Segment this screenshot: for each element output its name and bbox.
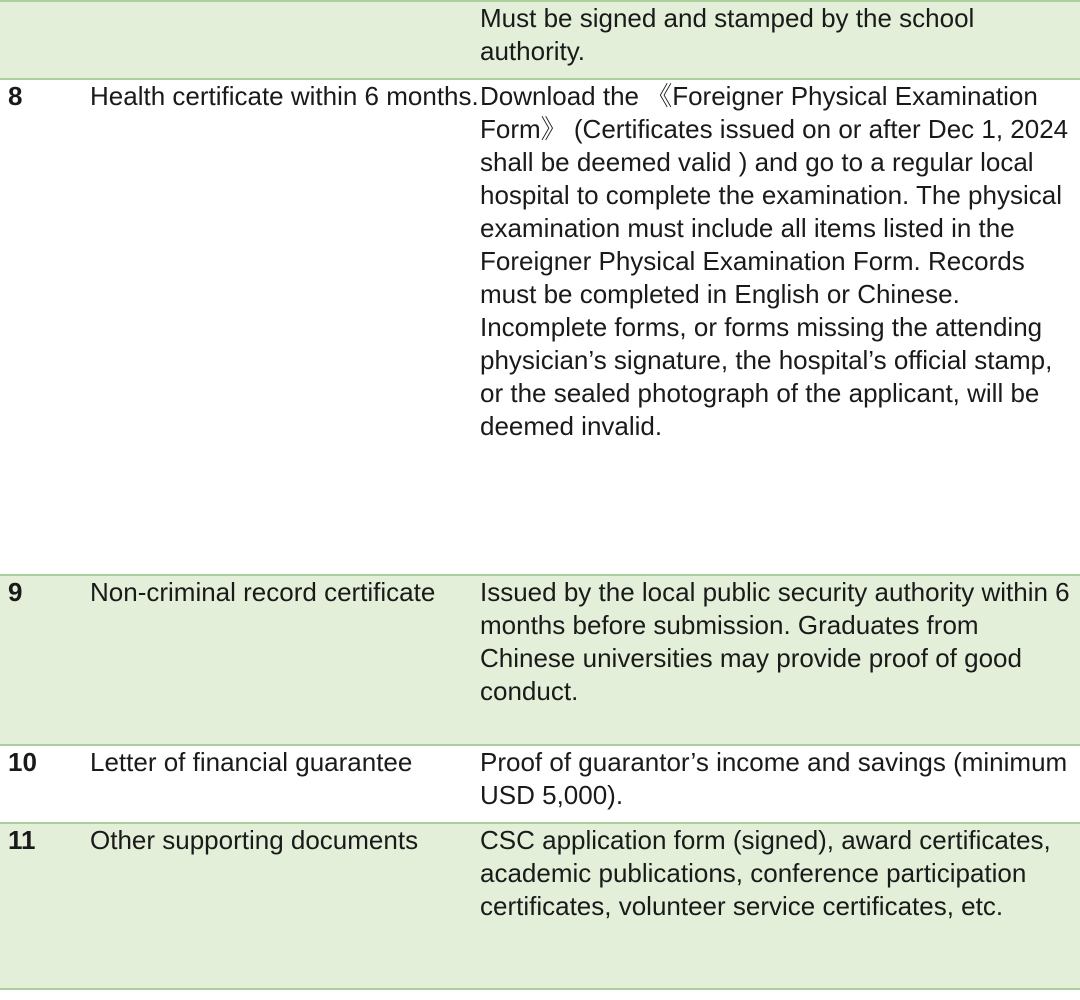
table-row <box>0 575 1080 745</box>
row-item: Letter of financial guarantee <box>90 745 480 823</box>
table-row <box>0 823 1080 989</box>
row-number: 9 <box>0 575 90 745</box>
row-description: CSC application form (signed), award certificates, academic publications, conference participation certificates, volunteer service certificates, etc. <box>480 823 1080 989</box>
table-row <box>0 79 1080 575</box>
row-description: Download the 《Foreigner Physical Examination Form》 (Certificates issued on or after Dec 1, 2024 shall be deemed valid ) and go to a regular local hospital to complete the examination. The physical examination must include all items listed in the Foreigner Physical Examination Form. Records must be completed in English or Chinese. Incomplete forms, or forms missing the attending physician’s signature, the hospital’s official stamp, or the sealed photograph of the applicant, will be deemed invalid. <box>480 79 1080 575</box>
row-number <box>0 1 90 79</box>
row-item: Other supporting documents <box>90 823 480 989</box>
row-item <box>90 1 480 79</box>
row-description: Issued by the local public security authority within 6 months before submission. Graduates from Chinese universities may provide proof of good conduct. <box>480 575 1080 745</box>
row-number: 8 <box>0 79 90 575</box>
table-row <box>0 745 1080 823</box>
row-number: 11 <box>0 823 90 989</box>
row-description: Proof of guarantor’s income and savings (minimum USD 5,000). <box>480 745 1080 823</box>
row-item: Health certificate within 6 months. <box>90 79 480 575</box>
table-row <box>0 1 1080 79</box>
row-number: 10 <box>0 745 90 823</box>
row-item: Non-criminal record certificate <box>90 575 480 745</box>
row-description: Must be signed and stamped by the school authority. <box>480 1 1080 79</box>
